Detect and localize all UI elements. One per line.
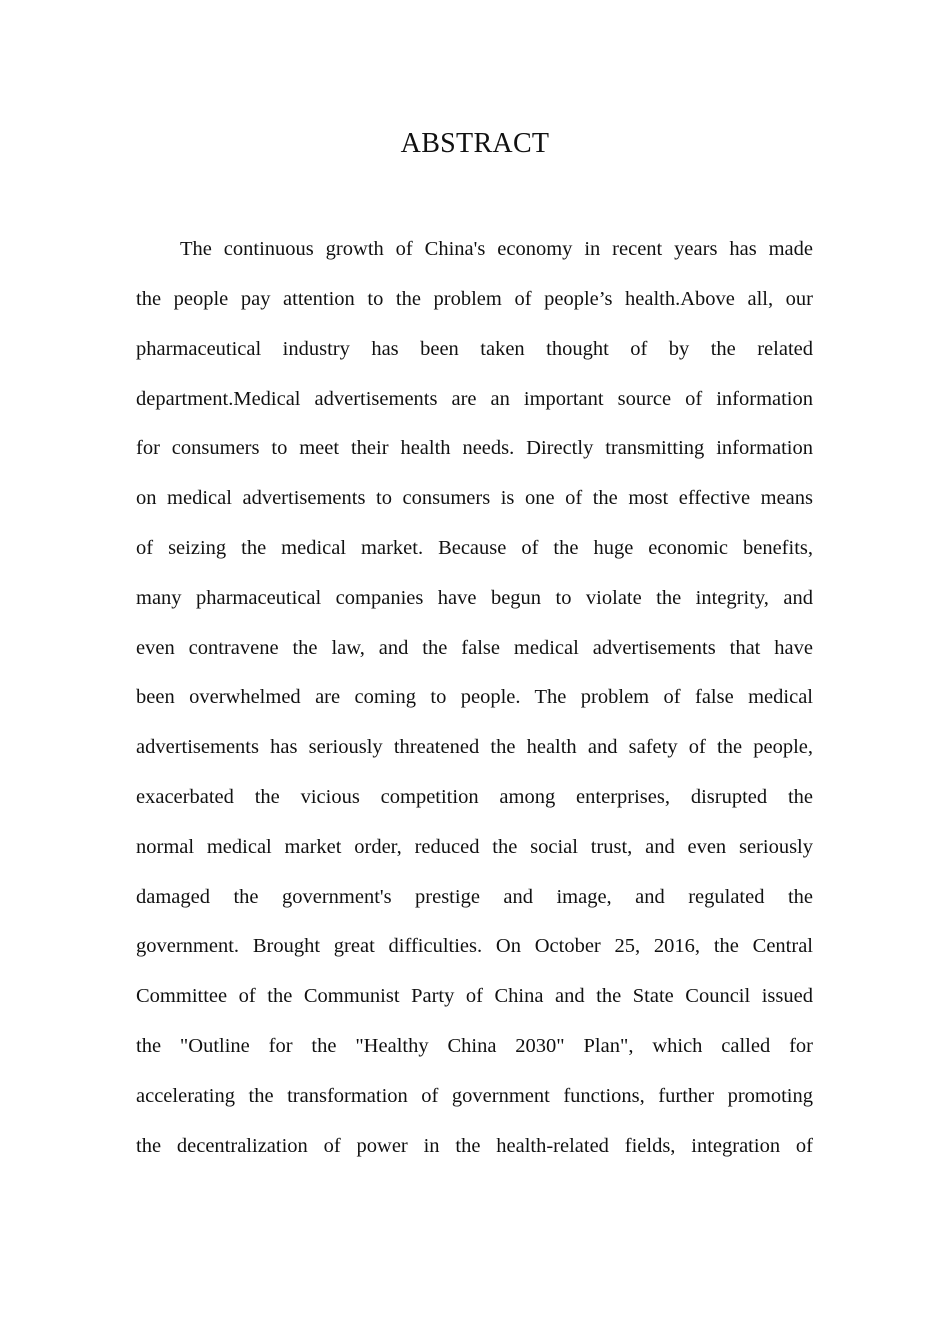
body-line: even contravene the law, and the false medical advertisements that have xyxy=(136,637,813,659)
body-line: accelerating the transformation of government functions, further promoting xyxy=(136,1085,813,1107)
body-line: the people pay attention to the problem of people’s health.Above all, our xyxy=(136,288,813,310)
body-line: advertisements has seriously threatened the health and safety of the people, xyxy=(136,736,813,758)
body-line: been overwhelmed are coming to people. The problem of false medical xyxy=(136,686,813,708)
body-line: for consumers to meet their health needs. Directly transmitting information xyxy=(136,437,813,459)
body-line: Committee of the Communist Party of China and the State Council issued xyxy=(136,985,813,1007)
body-line: damaged the government's prestige and image, and regulated the xyxy=(136,886,813,908)
body-line: exacerbated the vicious competition among enterprises, disrupted the xyxy=(136,786,813,808)
body-line: The continuous growth of China's economy in recent years has made xyxy=(180,238,813,260)
body-line: on medical advertisements to consumers is one of the most effective means xyxy=(136,487,813,509)
body-line: government. Brought great difficulties. On October 25, 2016, the Central xyxy=(136,935,813,957)
body-line: many pharmaceutical companies have begun to violate the integrity, and xyxy=(136,587,813,609)
body-line: of seizing the medical market. Because of the huge economic benefits, xyxy=(136,537,813,559)
body-line: pharmaceutical industry has been taken thought of by the related xyxy=(136,338,813,360)
abstract-title: ABSTRACT xyxy=(400,128,550,159)
body-line: the "Outline for the "Healthy China 2030" Plan", which called for xyxy=(136,1035,813,1057)
body-line: the decentralization of power in the health-related fields, integration of xyxy=(136,1135,813,1157)
body-line: normal medical market order, reduced the social trust, and even seriously xyxy=(136,836,813,858)
body-line: department.Medical advertisements are an important source of information xyxy=(136,388,813,410)
